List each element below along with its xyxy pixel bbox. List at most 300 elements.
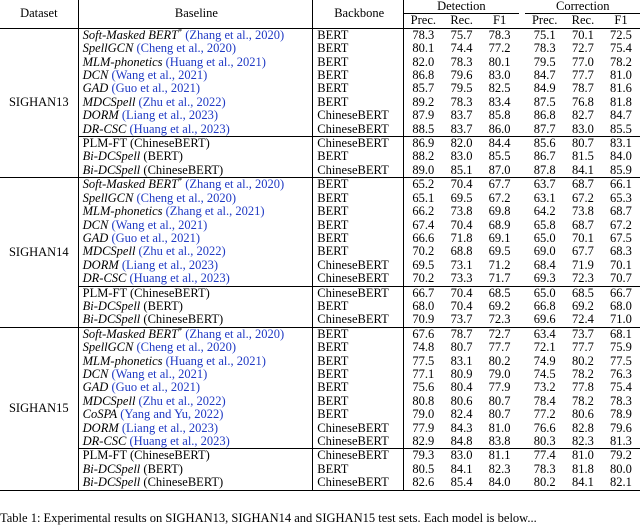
correction-value: 64.2 (533, 204, 556, 219)
citation-link: (Huang et al., 2021) (165, 353, 266, 368)
column-gap (519, 449, 526, 463)
column-gap (519, 109, 526, 122)
model-name: DR-CSC (82, 121, 127, 136)
correction-value: 65.3 (610, 190, 632, 205)
correction-value: 85.5 (610, 121, 632, 136)
correction-value: 69.0 (533, 244, 556, 259)
correction-value: 81.3 (610, 434, 632, 448)
correction-value: 70.1 (610, 257, 632, 272)
detection-value: 89.0 (412, 162, 435, 177)
backbone-cell: ChineseBERT (313, 164, 404, 178)
detection-value: 85.1 (450, 162, 473, 177)
detection-value: 74.8 (412, 340, 435, 355)
detection-value: 82.0 (412, 54, 435, 69)
table-body (0, 28, 640, 490)
baseline-cell (78, 192, 313, 205)
correction-value: 83.0 (571, 121, 594, 136)
correction-value: 63.4 (525, 327, 563, 341)
correction-value: 79.2 (602, 449, 640, 463)
table-row (0, 381, 640, 394)
citation-link: (Liang et al., 2023) (121, 108, 219, 123)
column-gap (519, 150, 526, 163)
correction-value: 84.7 (533, 68, 556, 83)
table-row (0, 341, 640, 354)
correction-value: 80.3 (533, 434, 556, 448)
correction-value: 73.8 (571, 204, 594, 219)
backbone-cell: BERT (313, 245, 404, 258)
table-row (0, 56, 640, 69)
backbone-cell: ChineseBERT (313, 137, 404, 151)
correction-value: 81.0 (610, 68, 632, 83)
column-gap (519, 395, 526, 408)
citation-link: (Zhu et al., 2022) (138, 244, 226, 259)
detection-value: 78.3 (450, 94, 473, 109)
backbone-cell: BERT (313, 232, 404, 245)
table-row (0, 150, 640, 163)
detection-value: 80.7 (488, 407, 511, 422)
detection-value: 71.7 (488, 271, 511, 286)
detection-value: 83.0 (488, 68, 511, 83)
detection-value: 80.5 (412, 461, 435, 476)
detection-value: 83.0 (443, 449, 481, 463)
correction-header: Correction (525, 0, 640, 14)
model-name: Soft-Masked BERT (82, 177, 179, 192)
citation-link: (Huang et al., 2023) (129, 434, 230, 448)
correction-value: 78.3 (533, 461, 556, 476)
correction-value: 65.0 (533, 230, 556, 245)
model-name: GAD (82, 380, 109, 395)
detection-value: 79.6 (450, 68, 473, 83)
detection-value: 67.7 (481, 178, 519, 192)
detection-value: 70.2 (412, 244, 435, 259)
baseline-cell (78, 449, 313, 463)
star-marker: * (178, 26, 183, 36)
citation-link: (Guo et al., 2021) (111, 230, 200, 245)
detection-value: 70.4 (450, 217, 473, 232)
correction-value: 70.1 (571, 230, 594, 245)
correction-value: 72.4 (571, 312, 594, 327)
detection-value: 86.8 (412, 68, 435, 83)
backbone-cell: BERT (313, 96, 404, 109)
baseline-cell (78, 408, 313, 421)
correction-value: 84.7 (610, 108, 632, 123)
correction-value: 67.5 (610, 230, 632, 245)
detection-value: 84.4 (481, 137, 519, 151)
column-gap (519, 463, 526, 476)
backbone-note: (ChineseBERT) (143, 312, 224, 327)
detection-value: 84.3 (450, 420, 473, 435)
baseline-cell (78, 368, 313, 381)
table-row (0, 327, 640, 341)
model-name: DCN (82, 217, 109, 232)
baseline-cell (78, 355, 313, 368)
correction-value: 67.2 (571, 190, 594, 205)
correction-value: 84.0 (610, 149, 632, 164)
detection-value: 80.4 (450, 380, 473, 395)
detection-value: 75.6 (412, 380, 435, 395)
column-gap (519, 219, 526, 232)
model-name: CoSPA (82, 407, 118, 422)
baseline-cell (78, 69, 313, 82)
detection-value: 87.9 (412, 108, 435, 123)
correction-value: 78.2 (571, 393, 594, 408)
backbone-cell: BERT (313, 327, 404, 341)
citation-link: (Zhu et al., 2022) (138, 393, 226, 408)
baseline-cell (78, 28, 313, 42)
header-gap (519, 14, 526, 28)
table-row (0, 123, 640, 137)
detection-value: 84.0 (481, 476, 519, 490)
correction-value: 68.7 (564, 178, 602, 192)
cor-f1-header: F1 (614, 13, 628, 28)
model-name: DCN (82, 68, 109, 83)
model-name: SpellGCN (82, 340, 134, 355)
backbone-cell: BERT (313, 69, 404, 82)
table-row (0, 42, 640, 55)
column-gap (519, 381, 526, 394)
citation-link: (Yang and Yu, 2022) (120, 407, 224, 422)
citation-link: (Zhang et al., 2020) (185, 27, 285, 42)
column-gap (519, 272, 526, 286)
detection-value: 70.4 (443, 178, 481, 192)
baseline-cell (78, 381, 313, 394)
correction-value: 66.7 (602, 286, 640, 300)
baseline-cell (78, 137, 313, 151)
backbone-header: Backbone (313, 0, 404, 28)
column-gap (519, 327, 526, 341)
column-gap (519, 313, 526, 327)
table-row (0, 69, 640, 82)
model-name: MDCSpell (82, 393, 136, 408)
baseline-header: Baseline (174, 6, 218, 21)
table-row (0, 259, 640, 272)
correction-value: 65.0 (525, 286, 563, 300)
correction-value: 72.7 (571, 41, 594, 56)
model-name: Bi-DCSpell (82, 149, 141, 164)
table-row (0, 422, 640, 435)
detection-value: 66.7 (404, 286, 443, 300)
table-row (0, 476, 640, 490)
detection-value: 83.4 (488, 94, 511, 109)
correction-value: 67.2 (610, 217, 632, 232)
baseline-cell (78, 463, 313, 476)
citation-link: (Zhang et al., 2020) (185, 326, 285, 341)
column-gap (519, 300, 526, 313)
correction-value: 70.7 (610, 271, 632, 286)
detection-value: 83.0 (450, 149, 473, 164)
correction-value: 78.9 (610, 407, 632, 422)
column-gap (519, 355, 526, 368)
model-name: PLM-FT (82, 448, 127, 463)
column-gap (519, 82, 526, 95)
column-gap (519, 368, 526, 381)
model-name: DORM (82, 257, 119, 272)
detection-value: 74.4 (450, 41, 473, 56)
table-row (0, 435, 640, 449)
backbone-cell: BERT (313, 219, 404, 232)
correction-value: 84.1 (564, 476, 602, 490)
correction-value: 66.8 (533, 298, 556, 313)
detection-value: 86.0 (488, 121, 511, 136)
detection-value: 82.6 (404, 476, 443, 490)
column-gap (519, 192, 526, 205)
correction-value: 76.3 (610, 366, 632, 381)
table-row (0, 137, 640, 151)
correction-value: 85.9 (610, 162, 632, 177)
baseline-cell (78, 205, 313, 218)
detection-value: 73.1 (450, 257, 473, 272)
model-name: GAD (82, 81, 109, 96)
correction-value: 71.0 (610, 312, 632, 327)
backbone-cell: BERT (313, 395, 404, 408)
column-gap (519, 232, 526, 245)
table-row (0, 272, 640, 286)
backbone-cell: BERT (313, 300, 404, 313)
backbone-cell: ChineseBERT (313, 449, 404, 463)
column-gap (519, 69, 526, 82)
column-gap (519, 178, 526, 192)
table-header (0, 0, 640, 28)
citation-link: (Cheng et al., 2020) (136, 340, 237, 355)
correction-value: 87.8 (533, 162, 556, 177)
correction-value: 72.1 (533, 340, 556, 355)
detection-value: 70.4 (450, 298, 473, 313)
backbone-note: (BERT) (143, 298, 183, 313)
backbone-cell: ChineseBERT (313, 435, 404, 449)
model-name: SpellGCN (82, 190, 134, 205)
column-gap (519, 422, 526, 435)
correction-value: 80.7 (564, 137, 602, 151)
correction-value: 63.1 (533, 190, 556, 205)
table-row (0, 82, 640, 95)
detection-value: 69.2 (488, 298, 511, 313)
detection-value: 80.8 (412, 393, 435, 408)
table-caption: Table 1: Experimental results on SIGHAN13, SIGHAN14 and SIGHAN15 test sets. Each model is below... (0, 511, 537, 525)
backbone-cell: BERT (313, 42, 404, 55)
detection-value: 69.5 (488, 244, 511, 259)
correction-value: 74.9 (533, 353, 556, 368)
model-name: Bi-DCSpell (82, 312, 141, 327)
correction-value: 66.1 (602, 178, 640, 192)
correction-value: 77.7 (571, 340, 594, 355)
table-row (0, 205, 640, 218)
detection-value: 82.4 (450, 407, 473, 422)
detection-value: 78.3 (450, 54, 473, 69)
correction-value: 78.2 (571, 366, 594, 381)
correction-value: 78.4 (533, 393, 556, 408)
detection-value: 80.1 (488, 54, 511, 69)
table-row (0, 96, 640, 109)
baseline-cell (78, 109, 313, 122)
correction-value: 75.4 (610, 380, 632, 395)
column-gap (519, 286, 526, 300)
baseline-cell (78, 42, 313, 55)
baseline-cell (78, 395, 313, 408)
baseline-cell (78, 286, 313, 300)
model-name: MLM-phonetics (82, 204, 163, 219)
detection-value: 81.1 (481, 449, 519, 463)
detection-value: 67.4 (412, 217, 435, 232)
backbone-cell: ChineseBERT (313, 313, 404, 327)
correction-value: 77.7 (571, 68, 594, 83)
backbone-cell: BERT (313, 463, 404, 476)
column-gap (519, 137, 526, 151)
column-gap (519, 435, 526, 449)
column-gap (519, 259, 526, 272)
detection-value: 77.7 (488, 340, 511, 355)
detection-value: 73.8 (450, 204, 473, 219)
correction-value: 79.6 (610, 420, 632, 435)
model-name: MLM-phonetics (82, 353, 163, 368)
detection-value: 70.4 (443, 286, 481, 300)
detection-value: 87.0 (488, 162, 511, 177)
table-row (0, 245, 640, 258)
correction-value: 76.8 (571, 94, 594, 109)
table-row (0, 219, 640, 232)
correction-value: 69.3 (533, 271, 556, 286)
correction-value: 75.1 (525, 28, 563, 42)
detection-value: 65.1 (412, 190, 435, 205)
detection-value: 77.1 (412, 366, 435, 381)
detection-value: 85.8 (488, 108, 511, 123)
detection-value: 85.4 (443, 476, 481, 490)
model-name: Bi-DCSpell (82, 298, 141, 313)
correction-value: 81.8 (610, 94, 632, 109)
dataset-cell: SIGHAN14 (0, 178, 78, 327)
detection-value: 68.8 (450, 244, 473, 259)
table-row (0, 286, 640, 300)
backbone-cell: ChineseBERT (313, 272, 404, 286)
baseline-cell (78, 476, 313, 490)
correction-value: 79.5 (533, 54, 556, 69)
detection-value: 69.1 (488, 230, 511, 245)
detection-value: 75.7 (443, 28, 481, 42)
citation-link: (Zhu et al., 2022) (138, 94, 226, 109)
correction-value: 80.2 (571, 353, 594, 368)
detection-value: 77.2 (488, 41, 511, 56)
correction-value: 82.7 (571, 108, 594, 123)
backbone-cell: BERT (313, 192, 404, 205)
correction-value: 71.9 (571, 257, 594, 272)
column-gap (519, 96, 526, 109)
citation-link: (Guo et al., 2021) (111, 81, 200, 96)
detection-value: 80.7 (450, 340, 473, 355)
backbone-note: (ChineseBERT) (130, 448, 210, 463)
detection-value: 83.8 (488, 434, 511, 448)
correction-value: 68.0 (610, 298, 632, 313)
detection-value: 84.8 (450, 434, 473, 448)
detection-value: 82.3 (488, 461, 511, 476)
correction-value: 80.0 (610, 461, 632, 476)
column-gap (519, 42, 526, 55)
correction-value: 82.1 (602, 476, 640, 490)
table-row (0, 355, 640, 368)
backbone-cell: BERT (313, 82, 404, 95)
cor-prec-header: Prec. (531, 13, 558, 28)
model-name: DORM (82, 420, 119, 435)
baseline-cell (78, 245, 313, 258)
detection-value: 83.7 (450, 108, 473, 123)
detection-value: 66.2 (412, 204, 435, 219)
model-name: GAD (82, 230, 109, 245)
citation-link: (Liang et al., 2023) (121, 420, 219, 435)
backbone-cell: BERT (313, 150, 404, 163)
correction-value: 77.8 (571, 380, 594, 395)
column-gap (519, 164, 526, 178)
citation-link: (Wang et al., 2021) (111, 366, 208, 381)
correction-value: 77.5 (610, 353, 632, 368)
model-name: Bi-DCSpell (82, 162, 141, 177)
detection-value: 82.5 (488, 81, 511, 96)
correction-value: 78.7 (571, 81, 594, 96)
backbone-cell: ChineseBERT (313, 259, 404, 272)
correction-value: 81.5 (571, 149, 594, 164)
table-row (0, 178, 640, 192)
correction-value: 67.7 (571, 244, 594, 259)
detection-value: 73.7 (450, 312, 473, 327)
baseline-cell (78, 82, 313, 95)
backbone-cell: BERT (313, 408, 404, 421)
column-gap (519, 28, 526, 42)
detection-header: Detection (404, 0, 519, 14)
correction-value: 80.2 (525, 476, 563, 490)
backbone-cell: BERT (313, 368, 404, 381)
detection-value: 85.5 (488, 149, 511, 164)
table-row (0, 232, 640, 245)
star-marker: * (178, 325, 183, 335)
detection-value: 78.3 (481, 28, 519, 42)
model-name: DORM (82, 108, 119, 123)
citation-link: (Huang et al., 2021) (165, 54, 266, 69)
detection-value: 69.5 (450, 190, 473, 205)
detection-value: 70.9 (412, 312, 435, 327)
citation-link: (Cheng et al., 2020) (136, 190, 237, 205)
baseline-cell (78, 96, 313, 109)
correction-value: 75.9 (610, 340, 632, 355)
citation-link: (Zhang et al., 2021) (165, 204, 265, 219)
backbone-cell: BERT (313, 341, 404, 354)
citation-link: (Wang et al., 2021) (111, 217, 208, 232)
detection-value: 68.0 (412, 298, 435, 313)
detection-value: 86.9 (404, 137, 443, 151)
detection-value: 71.8 (450, 230, 473, 245)
backbone-cell: BERT (313, 56, 404, 69)
citation-link: (Huang et al., 2023) (129, 121, 230, 136)
correction-value: 87.7 (533, 121, 556, 136)
correction-value: 69.2 (571, 298, 594, 313)
detection-value: 79.0 (412, 407, 435, 422)
correction-value: 86.8 (533, 108, 556, 123)
detection-value: 77.5 (412, 353, 435, 368)
baseline-cell (78, 313, 313, 327)
table-row (0, 408, 640, 421)
header-gap (519, 0, 526, 14)
detection-value: 83.7 (450, 121, 473, 136)
column-gap (519, 123, 526, 137)
model-name: PLM-FT (82, 285, 127, 300)
backbone-cell: BERT (313, 355, 404, 368)
table-row (0, 395, 640, 408)
correction-value: 77.4 (525, 449, 563, 463)
detection-value: 82.0 (443, 137, 481, 151)
correction-value: 78.3 (610, 393, 632, 408)
correction-value: 87.5 (533, 94, 556, 109)
citation-link: (Guo et al., 2021) (111, 380, 200, 395)
backbone-cell: BERT (313, 28, 404, 42)
correction-value: 75.4 (610, 41, 632, 56)
det-f1-header: F1 (493, 13, 507, 28)
detection-value: 69.5 (412, 257, 435, 272)
